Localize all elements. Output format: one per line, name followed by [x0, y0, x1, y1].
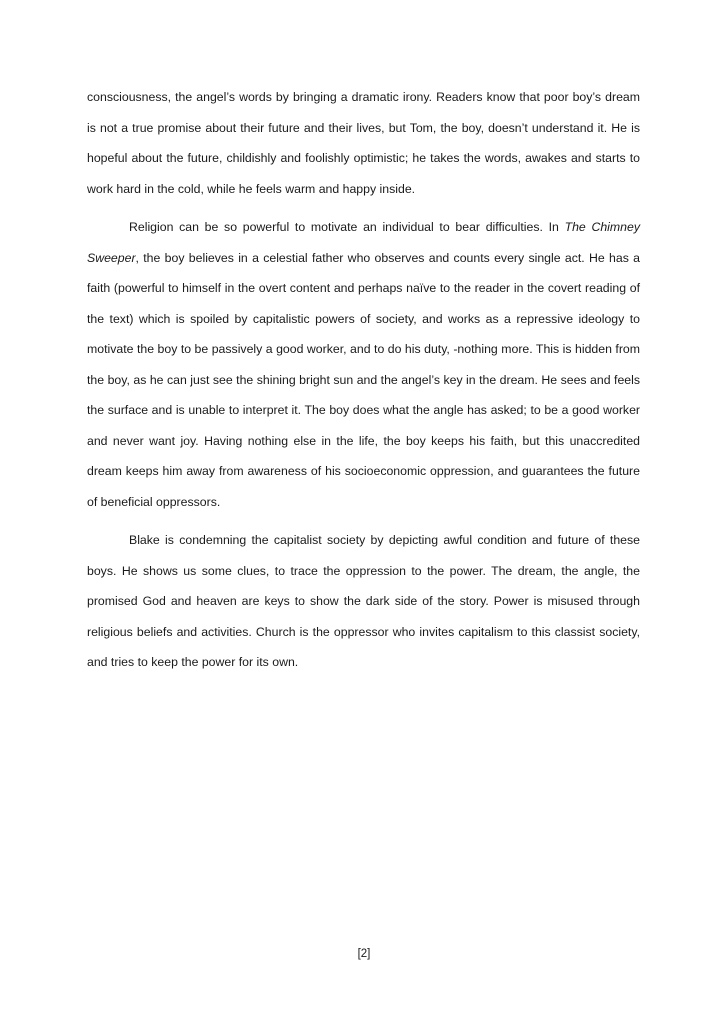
paragraph-2-lead: Religion can be so powerful to motivate an individual to bear difficulties. In — [129, 220, 565, 234]
page-number: [2] — [357, 948, 371, 960]
paragraph-2 — [87, 212, 640, 517]
paragraph-1: consciousness, the angel’s words by bringing a dramatic irony. Readers know that poor boy’s dream is not a true promise about their future and their lives, but Tom, the boy, doesn’t understand it. He is hopeful about the future, childishly and foolishly optimistic; he takes the words, awakes and starts to work hard in the cold, while he feels warm and happy inside. — [87, 90, 640, 196]
paragraph-3: Blake is condemning the capitalist society by depicting awful condition and future of these boys. He shows us some clues, to trace the oppression to the power. The dream, the angle, the promised God and heaven are keys to show the dark side of the story. Power is misused through religious beliefs and activities. Church is the oppressor who invites capitalism to this classist society, and tries to keep the power for its own. — [87, 533, 640, 669]
work-title: The Chimney Sweeper — [87, 220, 640, 265]
body-text — [87, 82, 640, 686]
paragraph-2-rest: , the boy believes in a celestial father who observes and counts every single act. He has a faith (powerful to himself in the overt content and perhaps naïve to the reader in the covert reading of the text) which is spoiled by capitalistic powers of society, and works as a repressive ideology to motivate the boy to be passively a good worker, and to do his duty, -nothing more. This is hidden from the boy, as he can just see the shining bright sun and the angel’s key in the dream. He sees and feels the surface and is unable to interpret it. The boy does what the angle has asked; to be a good worker and never want joy. Having nothing else in the life, the boy keeps his faith, but this unaccredited dream keeps him away from awareness of his socioeconomic oppression, and guarantees the future of beneficial oppressors. — [87, 250, 640, 509]
